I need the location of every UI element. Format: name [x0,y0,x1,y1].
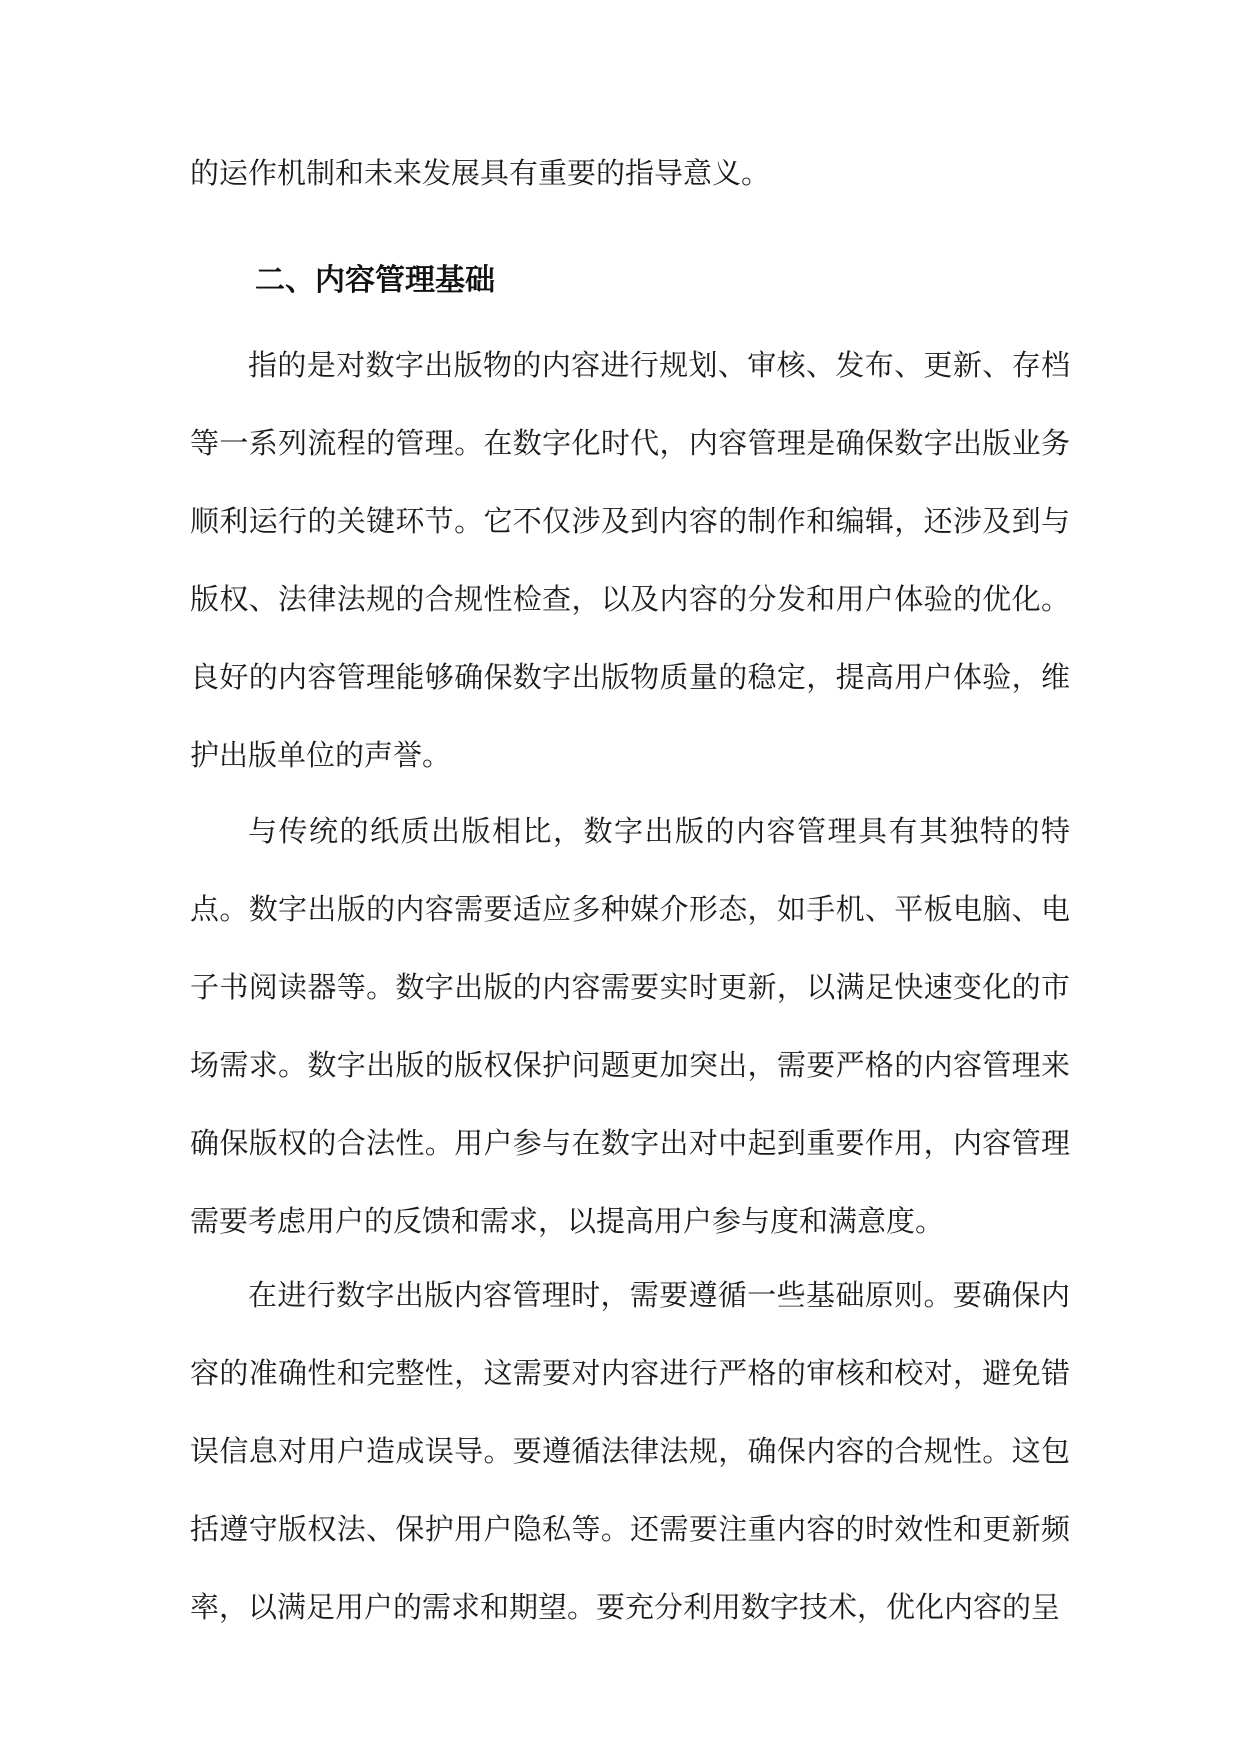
body-paragraph-2: 与传统的纸质出版相比，数字出版的内容管理具有其独特的特点。数字出版的内容需要适应多种媒介形态，如手机、平板电脑、电子书阅读器等。数字出版的内容需要实时更新，以满足快速变化的市场需求。数字出版的版权保护问题更加突出，需要严格的内容管理来确保版权的合法性。用户参与在数字出对中起到重要作用，内容管理需要考虑用户的反馈和需求，以提高用户参与度和满意度。 [190,814,1070,1238]
body-paragraph-1: 指的是对数字出版物的内容进行规划、审核、发布、更新、存档等一系列流程的管理。在数字化时代，内容管理是确保数字出版业务顺利运行的关键环节。它不仅涉及到内容的制作和编辑，还涉及到与版权、法律法规的合规性检查，以及内容的分发和用户体验的优化。良好的内容管理能够确保数字出版物质量的稳定，提高用户体验，维护出版单位的声誉。 [190,348,1070,772]
section-heading: 二、内容管理基础 [255,263,495,298]
continuation-paragraph: 的运作机制和未来发展具有重要的指导意义。 [190,156,771,190]
body-paragraph-3: 在进行数字出版内容管理时，需要遵循一些基础原则。要确保内容的准确性和完整性，这需要对内容进行严格的审核和校对，避免错误信息对用户造成误导。要遵循法律法规，确保内容的合规性。这包括遵守版权法、保护用户隐私等。还需要注重内容的时效性和更新频率，以满足用户的需求和期望。要充分利用数字技术，优化内容的呈 [190,1278,1070,1624]
